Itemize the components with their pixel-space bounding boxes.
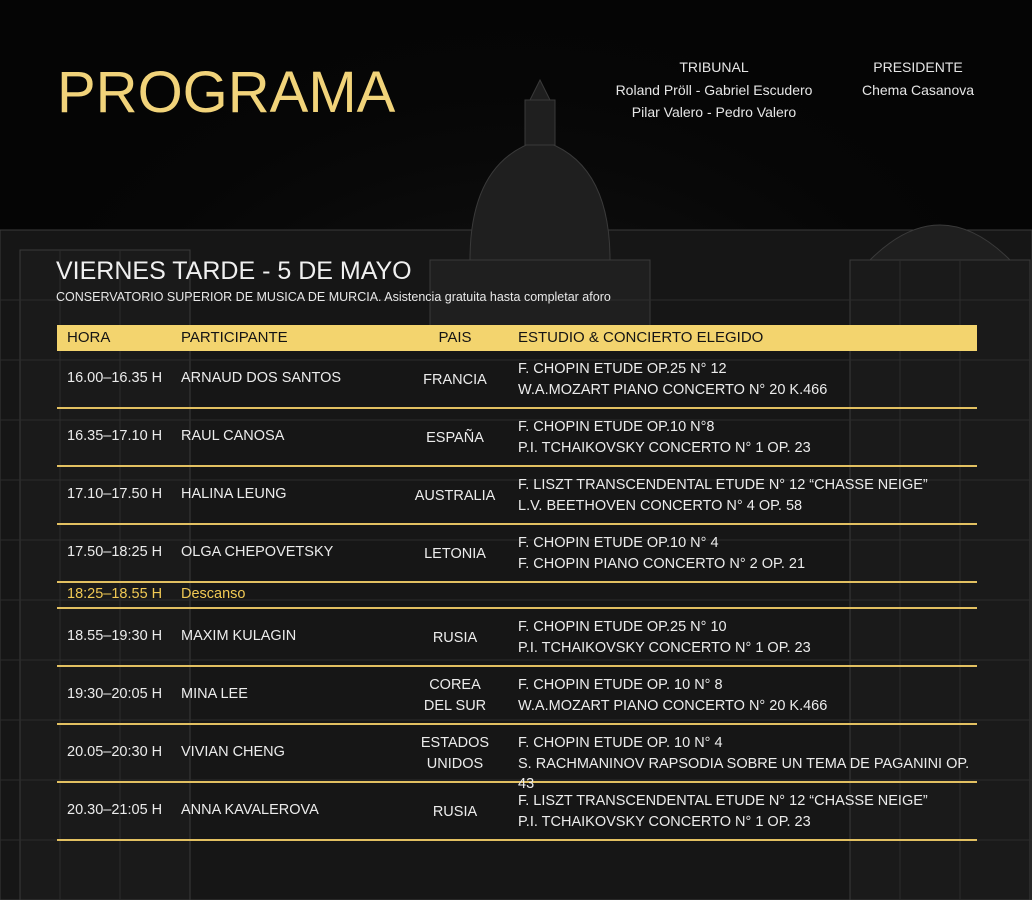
row-obra-estudio: F. CHOPIN ETUDE OP.25 N° 12: [518, 361, 727, 377]
row-obra: [518, 675, 827, 716]
row-pais: [397, 544, 513, 565]
row-obra: [518, 475, 928, 516]
row-pais-line1: ESTADOS: [420, 735, 490, 751]
row-obra: [518, 359, 827, 400]
row-obra-estudio: F. CHOPIN ETUDE OP.10 N° 4: [518, 535, 719, 551]
table-row: [57, 725, 977, 792]
table-row: [57, 525, 977, 583]
row-hora: 19:30–20:05 H: [67, 686, 163, 702]
row-pais-line1: LETONIA: [424, 546, 486, 562]
tribunal-block: [600, 56, 828, 124]
row-pais: [397, 675, 513, 716]
break-hora: 18:25–18.55 H: [67, 586, 163, 602]
row-obra: [518, 791, 928, 832]
row-obra-concierto: P.I. TCHAIKOVSKY CONCERTO N° 1 OP. 23: [518, 813, 811, 830]
row-participante: MINA LEE: [181, 686, 248, 702]
break-row: [57, 583, 977, 609]
row-pais-line1: RUSIA: [432, 804, 478, 820]
row-participante: ARNAUD DOS SANTOS: [181, 370, 342, 386]
row-pais-line1: COREA: [429, 677, 481, 693]
row-obra-estudio: F. LISZT TRANSCENDENTAL ETUDE N° 12 “CHASSE NEIGE”: [518, 477, 928, 493]
row-pais: [397, 428, 513, 449]
header-hora: HORA: [67, 329, 111, 346]
session-title: VIERNES TARDE - 5 DE MAYO: [56, 257, 412, 285]
row-obra-concierto: F. CHOPIN PIANO CONCERTO N° 2 OP. 21: [518, 555, 806, 572]
row-pais-line1: ESPAÑA: [426, 430, 484, 446]
row-hora: 18.55–19:30 H: [67, 628, 163, 644]
row-pais-line2: UNIDOS: [426, 755, 484, 772]
row-obra-estudio: F. CHOPIN ETUDE OP. 10 N° 8: [518, 677, 723, 693]
row-obra: [518, 617, 811, 658]
table-row: [57, 409, 977, 467]
row-pais: [397, 802, 513, 823]
row-obra-concierto: P.I. TCHAIKOVSKY CONCERTO N° 1 OP. 23: [518, 439, 811, 456]
row-obra-estudio: F. CHOPIN ETUDE OP.25 N° 10: [518, 619, 727, 635]
row-obra-concierto: W.A.MOZART PIANO CONCERTO N° 20 K.466: [518, 381, 828, 398]
row-obra-estudio: F. CHOPIN ETUDE OP. 10 N° 4: [518, 735, 723, 751]
row-pais-line2: DEL SUR: [423, 697, 487, 714]
row-hora: 20.30–21:05 H: [67, 802, 163, 818]
table-row: [57, 467, 977, 525]
header-participante: PARTICIPANTE: [181, 329, 288, 346]
presidente-block: [848, 56, 988, 101]
row-pais-line1: AUSTRALIA: [414, 488, 496, 504]
presidente-name: Chema Casanova: [861, 81, 975, 98]
row-obra-concierto: S. RACHMANINOV RAPSODIA SOBRE UN TEMA DE PAGANINI OP. 43: [518, 755, 970, 792]
row-obra-estudio: F. LISZT TRANSCENDENTAL ETUDE N° 12 “CHASSE NEIGE”: [518, 793, 928, 809]
table-header: [57, 325, 977, 351]
row-pais: [397, 628, 513, 649]
presidente-label: PRESIDENTE: [873, 59, 963, 75]
row-pais: [397, 733, 513, 774]
break-label: Descanso: [181, 586, 246, 602]
tribunal-members-line2: Pilar Valero - Pedro Valero: [631, 104, 797, 120]
row-pais-line1: FRANCIA: [423, 372, 487, 388]
row-participante: VIVIAN CHENG: [181, 744, 285, 760]
row-obra-concierto: W.A.MOZART PIANO CONCERTO N° 20 K.466: [518, 697, 828, 714]
row-hora: 17.10–17.50 H: [67, 486, 163, 502]
row-obra: [518, 417, 811, 458]
table-row: [57, 667, 977, 725]
row-obra-concierto: P.I. TCHAIKOVSKY CONCERTO N° 1 OP. 23: [518, 639, 811, 656]
row-participante: ANNA KAVALEROVA: [181, 802, 319, 818]
row-pais: [397, 486, 513, 507]
page-title: PROGRAMA: [57, 60, 396, 125]
row-participante: HALINA LEUNG: [181, 486, 287, 502]
header-obra: ESTUDIO & CONCIERTO ELEGIDO: [518, 329, 764, 346]
row-obra-concierto: L.V. BEETHOVEN CONCERTO N° 4 OP. 58: [518, 497, 803, 514]
header-pais: PAIS: [438, 329, 472, 346]
tribunal-members-line1: Roland Pröll - Gabriel Escudero: [615, 81, 813, 98]
row-pais: [397, 370, 513, 391]
row-obra-estudio: F. CHOPIN ETUDE OP.10 N°8: [518, 419, 715, 435]
session-subtitle: CONSERVATORIO SUPERIOR DE MUSICA DE MURCIA. Asistencia gratuita hasta completar aforo: [56, 290, 611, 304]
row-hora: 16.00–16.35 H: [67, 370, 163, 386]
row-participante: MAXIM KULAGIN: [181, 628, 297, 644]
row-hora: 20.05–20:30 H: [67, 744, 163, 760]
table-row: [57, 351, 977, 409]
row-hora: 16.35–17.10 H: [67, 428, 163, 444]
tribunal-label: TRIBUNAL: [679, 59, 749, 75]
row-pais-line1: RUSIA: [432, 630, 478, 646]
program-table: [57, 325, 977, 841]
row-obra: [518, 533, 805, 574]
table-row: [57, 609, 977, 667]
row-participante: OLGA CHEPOVETSKY: [181, 544, 334, 560]
row-participante: RAUL CANOSA: [181, 428, 285, 444]
row-hora: 17.50–18:25 H: [67, 544, 163, 560]
table-row: [57, 783, 977, 841]
